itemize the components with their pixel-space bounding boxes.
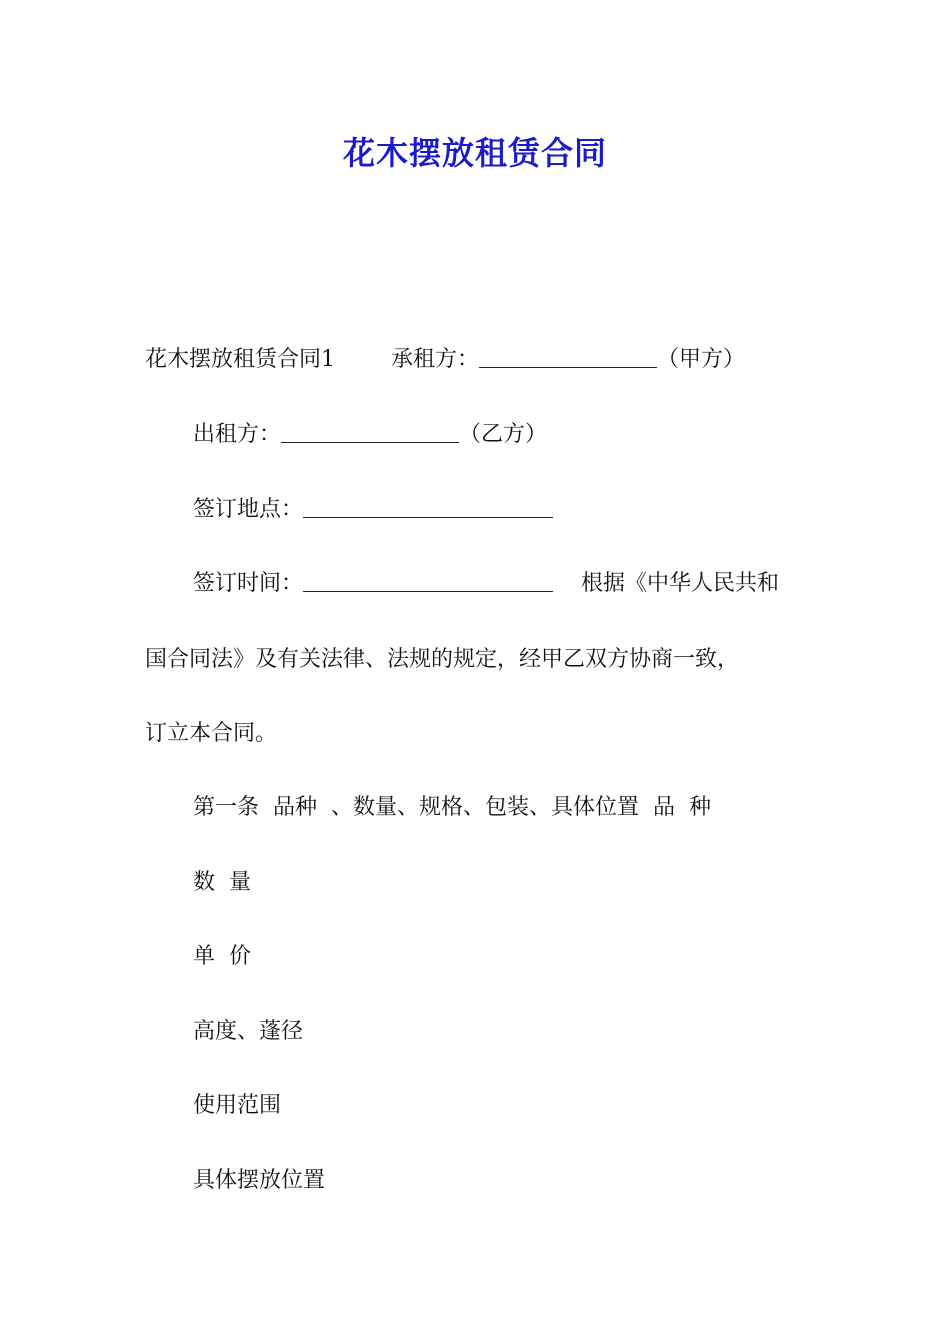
contract-line-time [193, 569, 779, 599]
article-one-heading: 第一条 品种 、数量、规格、包装、具体位置 品 种 [193, 795, 711, 820]
party-a-label: （甲方） [656, 347, 745, 372]
signing-place-blank [303, 497, 553, 518]
lessee-blank [479, 347, 657, 368]
document-title: 花木摆放租赁合同 [342, 134, 607, 172]
field-quantity: 数 量 [193, 870, 251, 895]
field-usage-scope: 使用范围 [193, 1093, 282, 1118]
signing-time-label: 签订时间： [193, 571, 304, 596]
lessee-label: 承租方： [390, 347, 479, 372]
legal-basis-start: 根据《中华人民共和 [581, 571, 780, 596]
signing-place-label: 签订地点： [193, 497, 304, 522]
field-unit-price: 单 价 [193, 944, 251, 969]
contract-line-place [193, 495, 553, 525]
lessor-blank [281, 422, 459, 443]
signing-time-blank [303, 571, 553, 592]
legal-basis-end: 订立本合同。 [145, 721, 278, 746]
contract-line-lessee [145, 345, 745, 375]
party-b-label: （乙方） [459, 422, 548, 447]
field-placement-location: 具体摆放位置 [193, 1168, 326, 1193]
contract-heading-inline: 花木摆放租赁合同1 [145, 347, 335, 372]
legal-basis-continued: 国合同法》及有关法律、法规的规定，经甲乙双方协商一致， [145, 647, 740, 672]
field-height-crown: 高度、蓬径 [193, 1019, 304, 1044]
contract-line-lessor [193, 420, 547, 450]
lessor-label: 出租方： [193, 422, 282, 447]
